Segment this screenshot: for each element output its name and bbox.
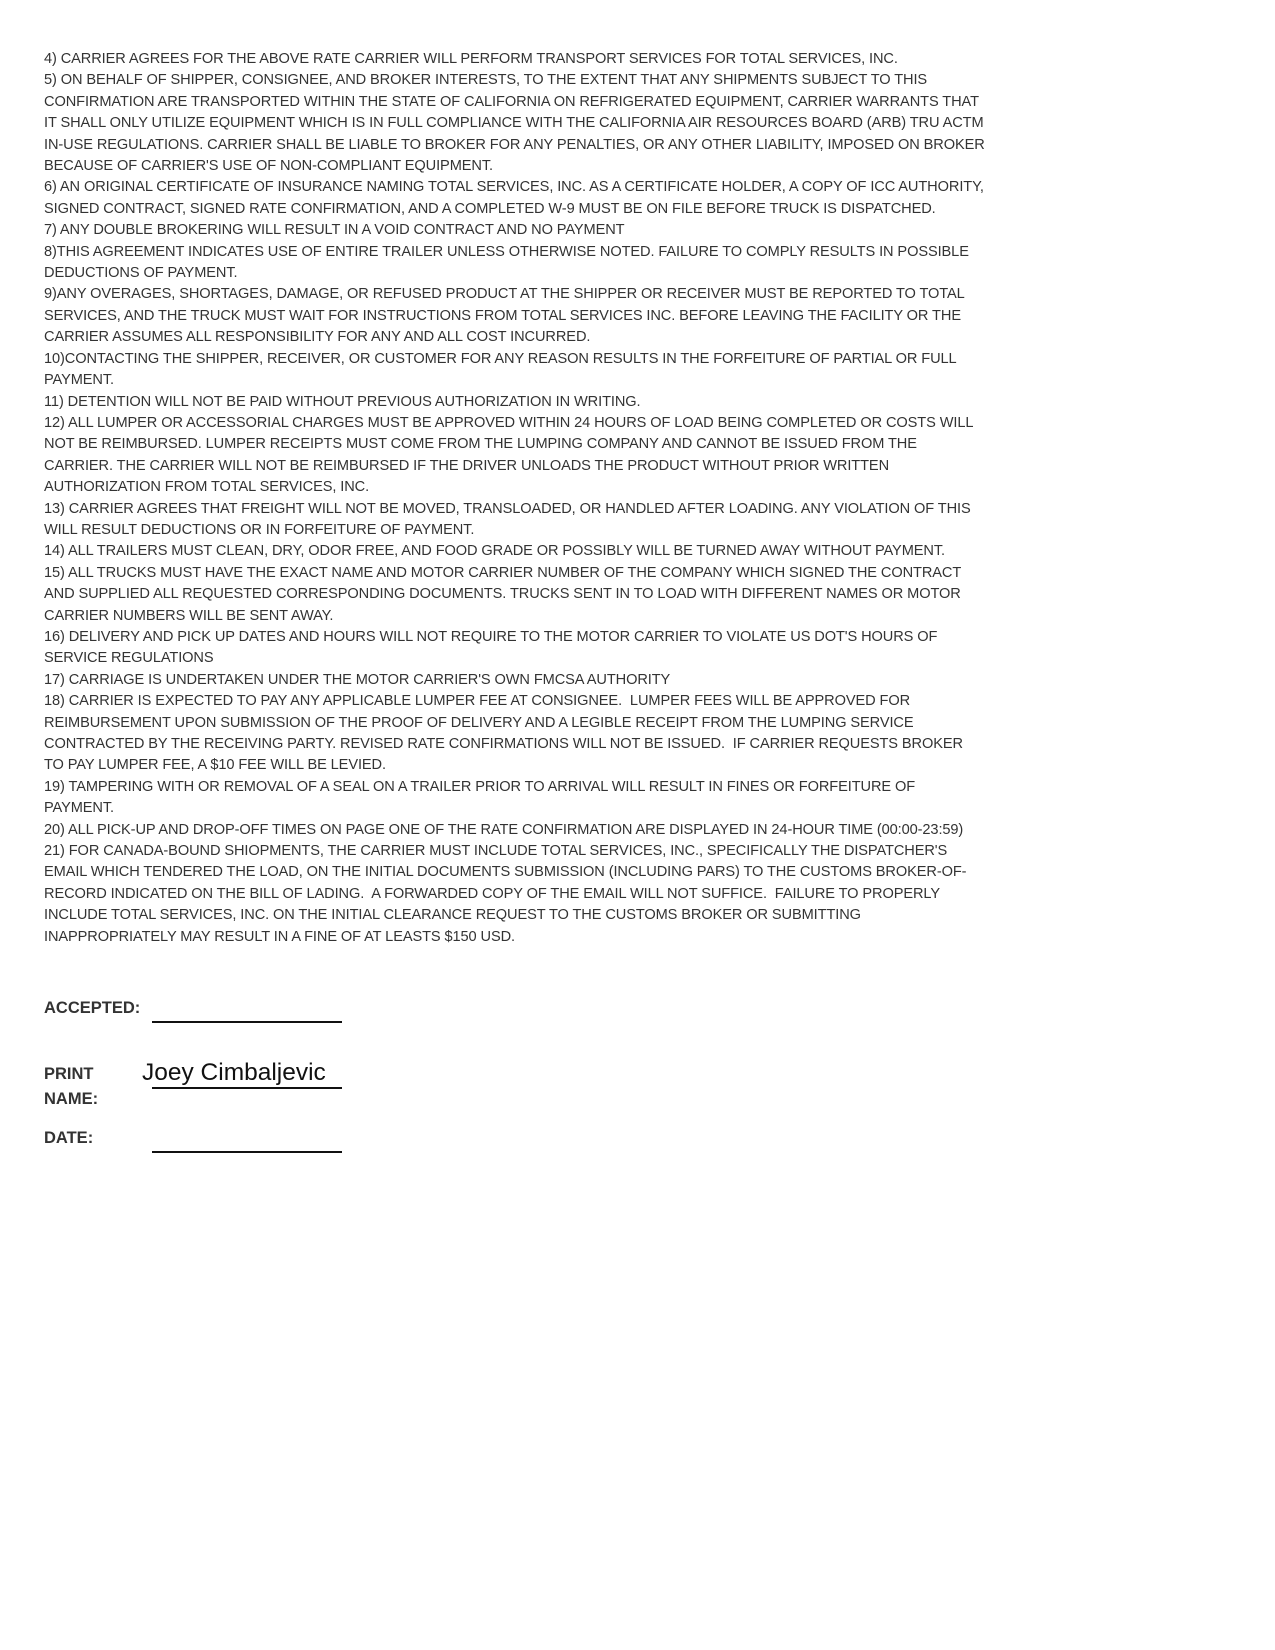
accepted-label: ACCEPTED: [44, 999, 141, 1017]
term-line: SERVICE REGULATIONS [44, 650, 214, 667]
term-line: REIMBURSEMENT UPON SUBMISSION OF THE PROOF OF DELIVERY AND A LEGIBLE RECEIPT FROM THE LUMPING SERVICE [44, 714, 914, 731]
term-line: EMAIL WHICH TENDERED THE LOAD, ON THE INITIAL DOCUMENTS SUBMISSION (INCLUDING PARS) TO THE CUSTOMS BROKER-OF- [44, 864, 967, 881]
print-name-line[interactable] [152, 1087, 342, 1089]
print-name-value: Joey Cimbaljevic [142, 1059, 326, 1086]
term-line: CONFIRMATION ARE TRANSPORTED WITHIN THE STATE OF CALIFORNIA ON REFRIGERATED EQUIPMENT, CARRIER WARRANTS THAT [44, 93, 979, 110]
term-line: IT SHALL ONLY UTILIZE EQUIPMENT WHICH IS IN FULL COMPLIANCE WITH THE CALIFORNIA AIR RESOURCES BOARD (ARB) TRU ACTM [44, 115, 984, 132]
print-name-label-line1: PRINT [44, 1065, 94, 1083]
term-line: 6) AN ORIGINAL CERTIFICATE OF INSURANCE NAMING TOTAL SERVICES, INC. AS A CERTIFICATE HOLDER, A COPY OF ICC AUTHORITY, [44, 179, 984, 196]
term-line: BECAUSE OF CARRIER'S USE OF NON-COMPLIANT EQUIPMENT. [44, 158, 493, 175]
term-line: NOT BE REIMBURSED. LUMPER RECEIPTS MUST COME FROM THE LUMPING COMPANY AND CANNOT BE ISSUED FROM THE [44, 436, 917, 453]
term-line: 12) ALL LUMPER OR ACCESSORIAL CHARGES MUST BE APPROVED WITHIN 24 HOURS OF LOAD BEING COMPLETED OR COSTS WILL [44, 414, 974, 431]
term-line: 16) DELIVERY AND PICK UP DATES AND HOURS WILL NOT REQUIRE TO THE MOTOR CARRIER TO VIOLATE US DOT'S HOURS OF [44, 628, 938, 645]
term-line: 7) ANY DOUBLE BROKERING WILL RESULT IN A VOID CONTRACT AND NO PAYMENT [44, 222, 625, 239]
term-line: AUTHORIZATION FROM TOTAL SERVICES, INC. [44, 479, 370, 496]
term-line: CARRIER ASSUMES ALL RESPONSIBILITY FOR ANY AND ALL COST INCURRED. [44, 329, 591, 346]
print-name-label-line2: NAME: [44, 1090, 99, 1108]
term-line: WILL RESULT DEDUCTIONS OR IN FORFEITURE OF PAYMENT. [44, 521, 475, 538]
accepted-signature-line[interactable] [152, 1021, 342, 1023]
term-line: 19) TAMPERING WITH OR REMOVAL OF A SEAL ON A TRAILER PRIOR TO ARRIVAL WILL RESULT IN FINES OR FORFEITURE OF [44, 778, 916, 795]
term-line: 18) CARRIER IS EXPECTED TO PAY ANY APPLICABLE LUMPER FEE AT CONSIGNEE. LUMPER FEES WILL BE APPROVED FOR [44, 693, 911, 710]
term-line: 20) ALL PICK-UP AND DROP-OFF TIMES ON PAGE ONE OF THE RATE CONFIRMATION ARE DISPLAYED IN 24-HOUR TIME (00:00-23:59) [44, 821, 964, 838]
term-line: 21) FOR CANADA-BOUND SHIOPMENTS, THE CARRIER MUST INCLUDE TOTAL SERVICES, INC., SPECIFICALLY THE DISPATCHER'S [44, 843, 948, 860]
term-line: PAYMENT. [44, 800, 115, 817]
term-line: DEDUCTIONS OF PAYMENT. [44, 265, 238, 282]
term-line: AND SUPPLIED ALL REQUESTED CORRESPONDING DOCUMENTS. TRUCKS SENT IN TO LOAD WITH DIFFERENT NAMES OR MOTOR [44, 586, 961, 603]
date-line[interactable] [152, 1151, 342, 1153]
term-line: RECORD INDICATED ON THE BILL OF LADING. A FORWARDED COPY OF THE EMAIL WILL NOT SUFFICE. FAILURE TO PROPERLY [44, 885, 940, 902]
term-line: 13) CARRIER AGREES THAT FREIGHT WILL NOT BE MOVED, TRANSLOADED, OR HANDLED AFTER LOADING. ANY VIOLATION OF THIS [44, 500, 971, 517]
term-line: IN-USE REGULATIONS. CARRIER SHALL BE LIABLE TO BROKER FOR ANY PENALTIES, OR ANY OTHER LIABILITY, IMPOSED ON BROKER [44, 136, 985, 153]
term-line: CARRIER NUMBERS WILL BE SENT AWAY. [44, 607, 334, 624]
term-line: 9)ANY OVERAGES, SHORTAGES, DAMAGE, OR REFUSED PRODUCT AT THE SHIPPER OR RECEIVER MUST BE REPORTED TO TOTAL [44, 286, 965, 303]
term-line: CONTRACTED BY THE RECEIVING PARTY. REVISED RATE CONFIRMATIONS WILL NOT BE ISSUED. IF CARRIER REQUESTS BROKER [44, 736, 963, 752]
term-line: 10)CONTACTING THE SHIPPER, RECEIVER, OR CUSTOMER FOR ANY REASON RESULTS IN THE FORFEITURE OF PARTIAL OR FULL [44, 350, 957, 367]
term-line: SIGNED CONTRACT, SIGNED RATE CONFIRMATION, AND A COMPLETED W-9 MUST BE ON FILE BEFORE TRUCK IS DISPATCHED. [44, 200, 936, 217]
terms-and-conditions [44, 49, 1044, 948]
term-line: INCLUDE TOTAL SERVICES, INC. ON THE INITIAL CLEARANCE REQUEST TO THE CUSTOMS BROKER OR SUBMITTING [44, 907, 861, 924]
term-line: TO PAY LUMPER FEE, A $10 FEE WILL BE LEVIED. [44, 757, 386, 774]
term-line: 8)THIS AGREEMENT INDICATES USE OF ENTIRE TRAILER UNLESS OTHERWISE NOTED. FAILURE TO COMPLY RESULTS IN POSSIBLE [44, 243, 969, 260]
term-line: 17) CARRIAGE IS UNDERTAKEN UNDER THE MOTOR CARRIER'S OWN FMCSA AUTHORITY [44, 671, 671, 688]
term-line: 11) DETENTION WILL NOT BE PAID WITHOUT PREVIOUS AUTHORIZATION IN WRITING. [44, 393, 641, 410]
term-line: CARRIER. THE CARRIER WILL NOT BE REIMBURSED IF THE DRIVER UNLOADS THE PRODUCT WITHOUT PRIOR WRITTEN [44, 457, 890, 474]
term-line: PAYMENT. [44, 372, 115, 389]
term-line: INAPPROPRIATELY MAY RESULT IN A FINE OF AT LEASTS $150 USD. [44, 928, 515, 945]
date-label: DATE: [44, 1129, 94, 1147]
term-line: 4) CARRIER AGREES FOR THE ABOVE RATE CARRIER WILL PERFORM TRANSPORT SERVICES FOR TOTAL SERVICES, INC. [44, 51, 898, 67]
term-line: 15) ALL TRUCKS MUST HAVE THE EXACT NAME AND MOTOR CARRIER NUMBER OF THE COMPANY WHICH SIGNED THE CONTRACT [44, 564, 962, 581]
term-line: SERVICES, AND THE TRUCK MUST WAIT FOR INSTRUCTIONS FROM TOTAL SERVICES INC. BEFORE LEAVING THE FACILITY OR THE [44, 307, 961, 324]
term-line: 5) ON BEHALF OF SHIPPER, CONSIGNEE, AND BROKER INTERESTS, TO THE EXTENT THAT ANY SHIPMENTS SUBJECT TO THIS [44, 72, 928, 89]
term-line: 14) ALL TRAILERS MUST CLEAN, DRY, ODOR FREE, AND FOOD GRADE OR POSSIBLY WILL BE TURNED AWAY WITHOUT PAYMENT. [44, 543, 945, 560]
